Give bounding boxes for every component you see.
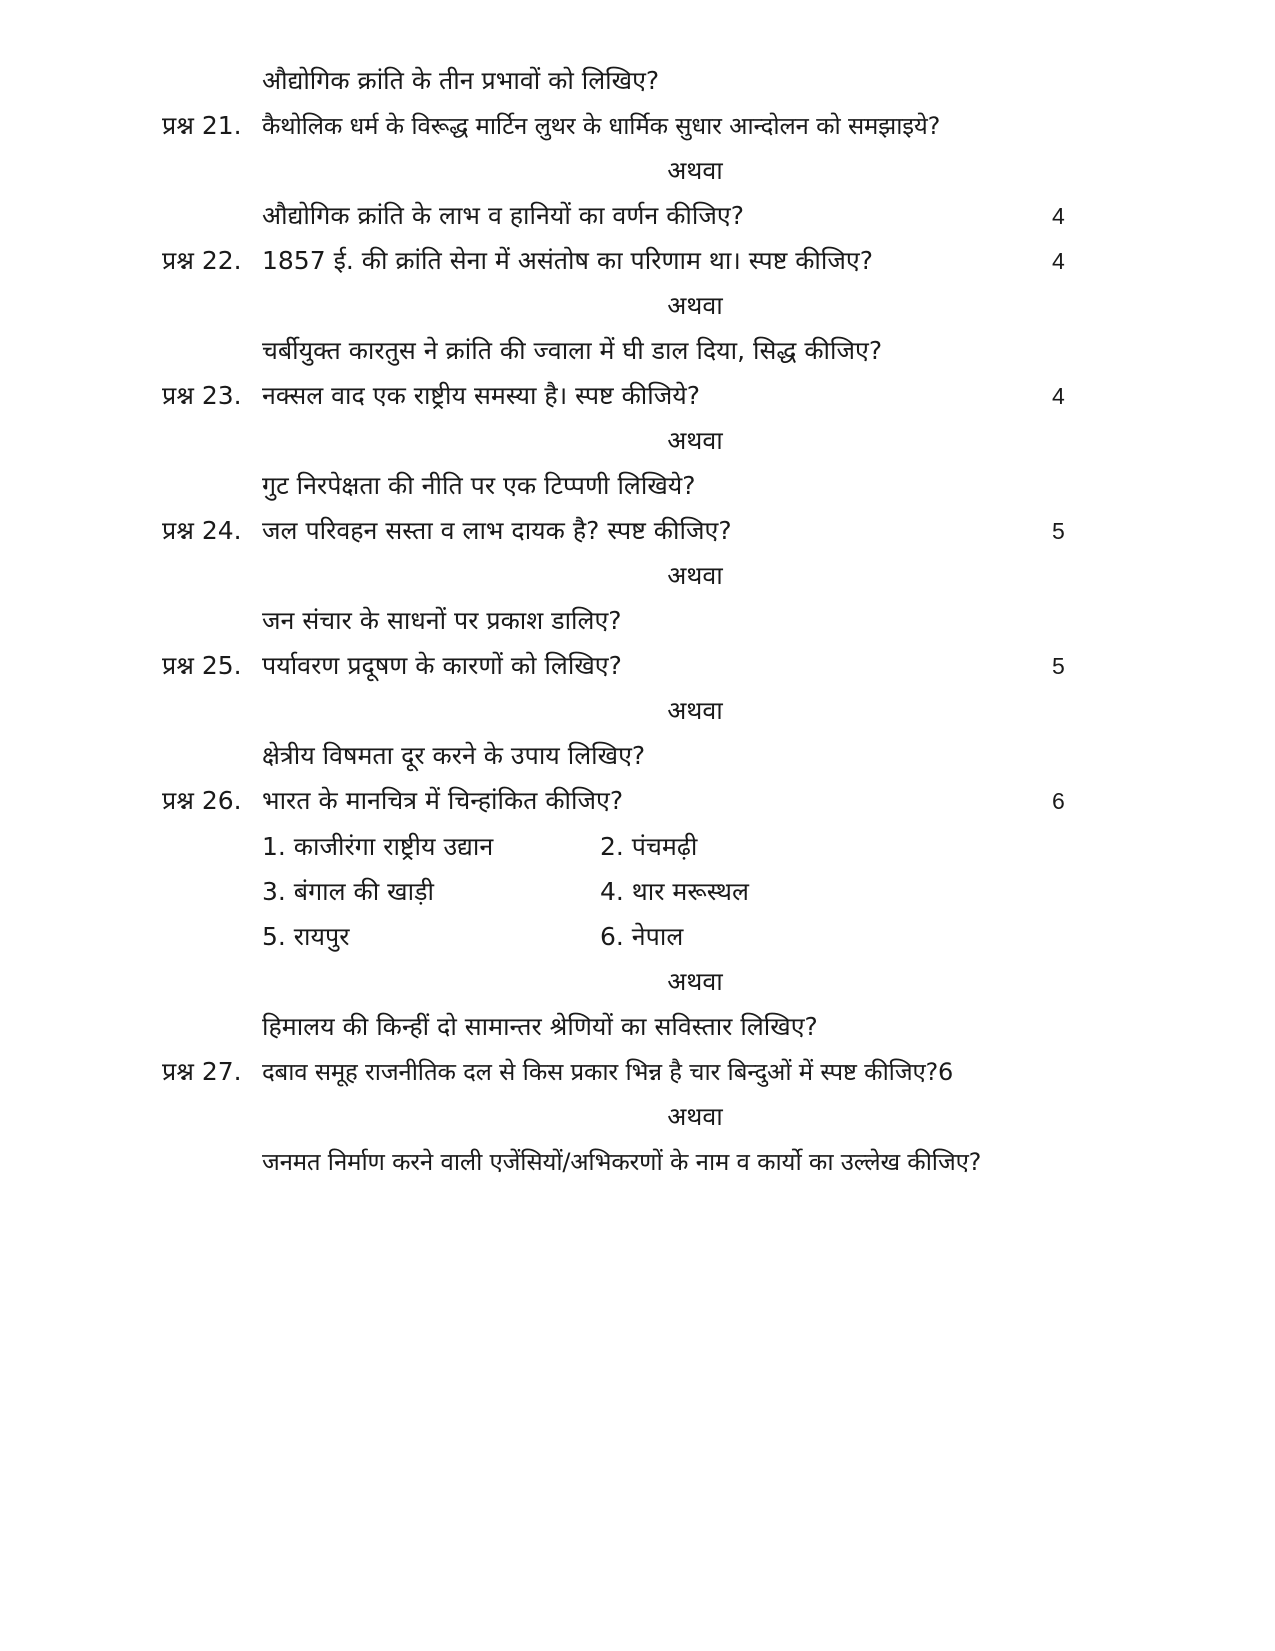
question-text: दबाव समूह राजनीतिक दल से किस प्रकार भिन्न है चार बिन्दुओं में स्पष्ट कीजिए?6 bbox=[262, 1058, 954, 1086]
question-alt-text: क्षेत्रीय विषमता दूर करने के उपाय लिखिए? bbox=[262, 741, 646, 770]
question-alt-text: औद्योगिक क्रांति के तीन प्रभावों को लिखिए? bbox=[262, 66, 660, 95]
or-label: अथवा bbox=[667, 561, 723, 590]
question-marks: 4 bbox=[1052, 383, 1065, 409]
question-marks: 6 bbox=[1052, 788, 1065, 814]
question-alt-text: जनमत निर्माण करने वाली एजेंसियों/अभिकरणों के नाम व कार्यो का उल्लेख कीजिए? bbox=[262, 1148, 982, 1176]
question-number: प्रश्न 22. bbox=[162, 246, 242, 275]
or-label: अथवा bbox=[667, 291, 723, 320]
question-number: प्रश्न 24. bbox=[162, 516, 242, 545]
or-label: अथवा bbox=[667, 1102, 723, 1131]
map-item: 3. बंगाल की खाड़ी bbox=[262, 877, 434, 906]
question-alt-text: हिमालय की किन्हीं दो सामान्तर श्रेणियों का सविस्तार लिखिए? bbox=[262, 1012, 818, 1041]
or-label: अथवा bbox=[667, 967, 723, 996]
question-text: जल परिवहन सस्ता व लाभ दायक है? स्पष्ट कीजिए? bbox=[262, 516, 732, 545]
question-number: प्रश्न 21. bbox=[162, 111, 242, 140]
question-alt-text: औद्योगिक क्रांति के लाभ व हानियों का वर्णन कीजिए? bbox=[262, 201, 745, 230]
question-marks: 5 bbox=[1052, 518, 1065, 544]
map-item: 4. थार मरूस्थल bbox=[600, 877, 749, 906]
map-item: 5. रायपुर bbox=[262, 922, 350, 951]
question-number: प्रश्न 23. bbox=[162, 381, 242, 410]
question-text: नक्सल वाद एक राष्ट्रीय समस्या है। स्पष्ट कीजिये? bbox=[262, 381, 701, 410]
question-marks: 5 bbox=[1052, 653, 1065, 679]
question-marks: 4 bbox=[1052, 248, 1065, 274]
question-alt-text: जन संचार के साधनों पर प्रकाश डालिए? bbox=[262, 606, 622, 635]
question-alt-text: गुट निरपेक्षता की नीति पर एक टिप्पणी लिखिये? bbox=[262, 471, 696, 500]
question-alt-text: चर्बीयुक्त कारतुस ने क्रांति की ज्वाला में घी डाल दिया, सिद्ध कीजिए? bbox=[262, 336, 883, 365]
map-item: 1. काजीरंगा राष्ट्रीय उद्यान bbox=[262, 832, 494, 861]
map-item: 6. नेपाल bbox=[600, 922, 684, 951]
map-item: 2. पंचमढ़ी bbox=[600, 832, 698, 861]
question-number: प्रश्न 25. bbox=[162, 651, 242, 680]
question-number: प्रश्न 27. bbox=[162, 1057, 242, 1086]
question-text: भारत के मानचित्र में चिन्हांकित कीजिए? bbox=[262, 786, 624, 815]
or-label: अथवा bbox=[667, 426, 723, 455]
question-text: पर्यावरण प्रदूषण के कारणों को लिखिए? bbox=[262, 651, 622, 680]
question-number: प्रश्न 26. bbox=[162, 786, 242, 815]
question-text: कैथोलिक धर्म के विरूद्ध मार्टिन लुथर के धार्मिक सुधार आन्दोलन को समझाइये? bbox=[262, 112, 941, 140]
question-text: 1857 ई. की क्रांति सेना में असंतोष का परिणाम था। स्पष्ट कीजिए? bbox=[262, 246, 874, 275]
or-label: अथवा bbox=[667, 696, 723, 725]
or-label: अथवा bbox=[667, 156, 723, 185]
question-marks: 4 bbox=[1052, 203, 1065, 229]
